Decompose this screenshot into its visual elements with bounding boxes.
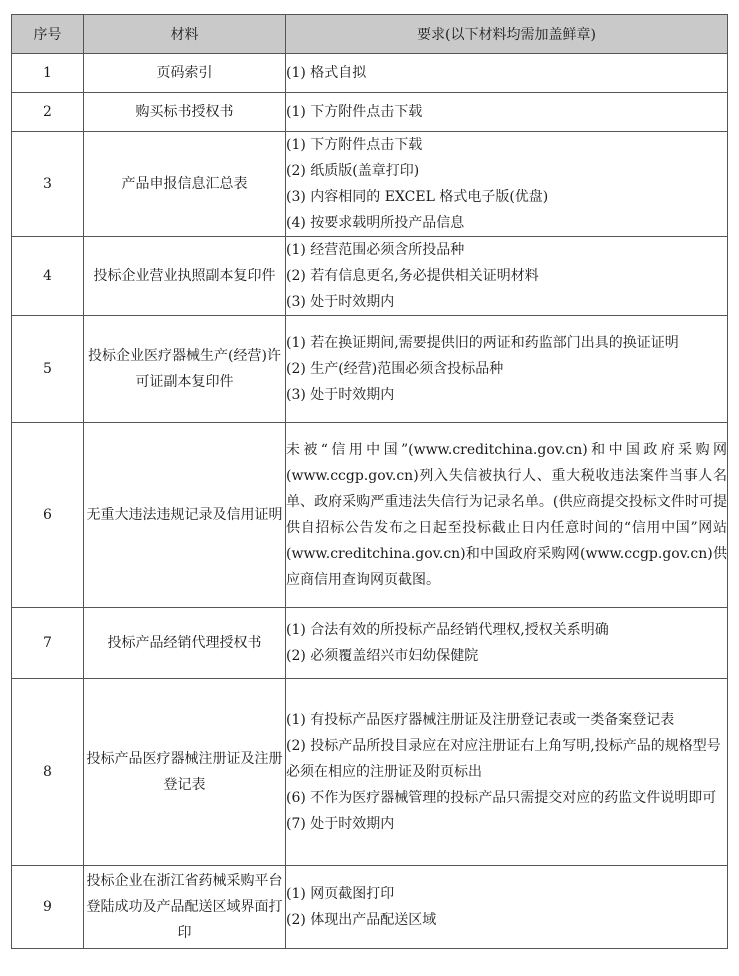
row-requirements (286, 132, 728, 237)
requirement-item: (3) 处于时效期内 (286, 387, 395, 403)
table-row (12, 54, 728, 93)
row-material: 投标企业营业执照副本复印件 (84, 237, 286, 316)
row-requirements (286, 679, 728, 866)
row-material: 投标产品经销代理授权书 (84, 608, 286, 679)
requirement-item: (1) 格式自拟 (286, 65, 367, 81)
header-requirement: 要求(以下材料均需加盖鲜章) (286, 15, 728, 54)
row-requirements (286, 423, 728, 608)
requirement-item: (2) 投标产品所投目录应在对应注册证右上角写明,投标产品的规格型号必须在相应的注册证及附页标出 (286, 738, 721, 780)
requirement-item: (1) 下方附件点击下载 (286, 137, 423, 153)
row-requirements (286, 54, 728, 93)
row-number: 3 (12, 132, 84, 237)
row-number: 6 (12, 423, 84, 608)
requirement-item: (1) 下方附件点击下载 (286, 104, 423, 120)
header-row (12, 15, 728, 54)
row-number: 8 (12, 679, 84, 866)
row-number: 5 (12, 316, 84, 423)
requirement-item: (4) 按要求载明所投产品信息 (286, 215, 465, 231)
row-requirements (286, 316, 728, 423)
table-row (12, 93, 728, 132)
table-row (12, 679, 728, 866)
requirement-item: (7) 处于时效期内 (286, 816, 395, 832)
requirements-table (11, 14, 728, 949)
row-number: 9 (12, 866, 84, 949)
row-number: 2 (12, 93, 84, 132)
row-number: 1 (12, 54, 84, 93)
row-material: 投标企业在浙江省药械采购平台登陆成功及产品配送区域界面打印 (84, 866, 286, 949)
table-row (12, 316, 728, 423)
requirement-item: 未被“信用中国”(www.creditchina.gov.cn)和中国政府采购网(www.ccgp.gov.cn)列入失信被执行人、重大税收违法案件当事人名单、政府采购严重违法失信行为记录名单。(供应商提交投标文件时可提供自招标公告发布之日起至投标截止日内任意时间的“信用中国”网站(www.creditchina.gov.cn)和中国政府采购网(www.ccgp.gov.cn)供应商信用查询网页截图。 (286, 442, 727, 588)
requirement-item: (2) 生产(经营)范围必须含投标品种 (286, 361, 504, 377)
requirement-item: (1) 合法有效的所投标产品经销代理权,授权关系明确 (286, 622, 609, 638)
row-material: 无重大违法违规记录及信用证明 (84, 423, 286, 608)
table-row (12, 608, 728, 679)
row-material: 产品申报信息汇总表 (84, 132, 286, 237)
row-requirements (286, 866, 728, 949)
requirement-item: (2) 纸质版(盖章打印) (286, 163, 420, 179)
table-row (12, 132, 728, 237)
table-row (12, 866, 728, 949)
requirement-item: (2) 若有信息更名,务必提供相关证明材料 (286, 268, 539, 284)
table-row (12, 423, 728, 608)
requirement-item: (1) 网页截图打印 (286, 886, 395, 902)
row-material: 投标产品医疗器械注册证及注册登记表 (84, 679, 286, 866)
requirement-item: (2) 必须覆盖绍兴市妇幼保健院 (286, 648, 479, 664)
requirement-item: (3) 内容相同的 EXCEL 格式电子版(优盘) (286, 189, 549, 205)
row-number: 7 (12, 608, 84, 679)
header-number: 序号 (12, 15, 84, 54)
row-requirements (286, 93, 728, 132)
header-material: 材料 (84, 15, 286, 54)
row-requirements (286, 608, 728, 679)
requirement-item: (1) 经营范围必须含所投品种 (286, 242, 465, 258)
row-material: 投标企业医疗器械生产(经营)许可证副本复印件 (84, 316, 286, 423)
requirement-item: (6) 不作为医疗器械管理的投标产品只需提交对应的药监文件说明即可 (286, 790, 717, 806)
row-requirements (286, 237, 728, 316)
row-number: 4 (12, 237, 84, 316)
requirement-item: (3) 处于时效期内 (286, 294, 395, 310)
requirement-item: (1) 若在换证期间,需要提供旧的两证和药监部门出具的换证证明 (286, 335, 679, 351)
row-material: 页码索引 (84, 54, 286, 93)
requirement-item: (1) 有投标产品医疗器械注册证及注册登记表或一类备案登记表 (286, 712, 675, 728)
requirement-item: (2) 体现出产品配送区域 (286, 912, 437, 928)
row-material: 购买标书授权书 (84, 93, 286, 132)
table-row (12, 237, 728, 316)
